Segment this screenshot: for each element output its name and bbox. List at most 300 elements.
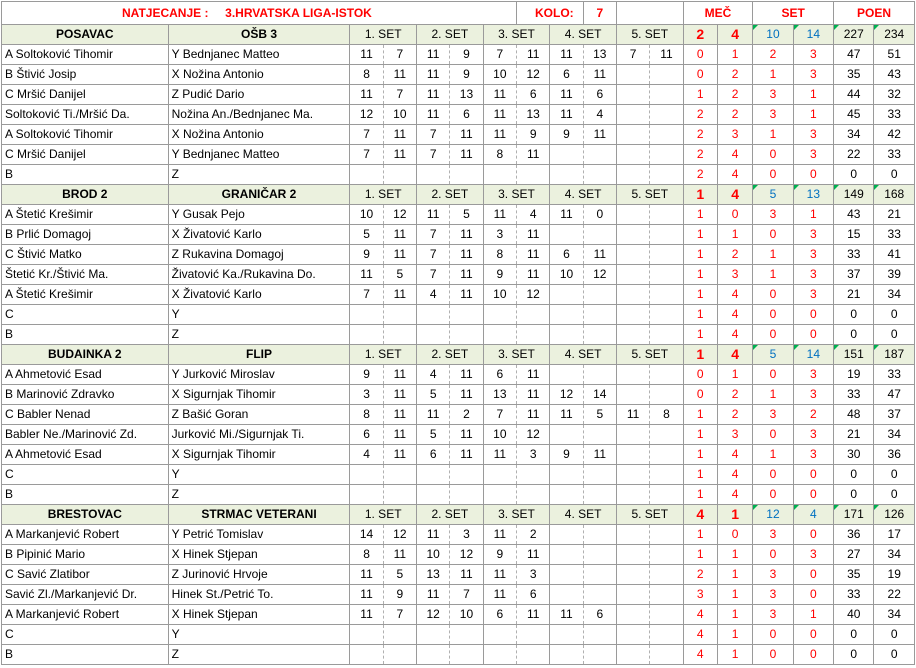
game-row [2, 45, 915, 65]
set-score-cell: 4 [417, 285, 450, 305]
set-score-cell [450, 325, 483, 345]
set-score-cell: 9 [450, 45, 483, 65]
set-score-cell [383, 645, 416, 665]
set-score-cell: 11 [383, 425, 416, 445]
set-score-cell [550, 225, 583, 245]
set-score-cell: 10 [383, 105, 416, 125]
home-points: 0 [834, 465, 874, 485]
home-match-count: 4 [683, 605, 717, 625]
set-score-cell: 3 [350, 385, 383, 405]
set-score-cell: 11 [417, 525, 450, 545]
home-player: B Marinović Zdravko [2, 385, 169, 405]
set-score-cell: 6 [550, 245, 583, 265]
set-score-cell: 11 [517, 385, 550, 405]
set-score-cell [417, 165, 450, 185]
set-score-cell [583, 485, 616, 505]
set-score-cell [383, 485, 416, 505]
set-score-cell [650, 445, 683, 465]
home-sets-won: 0 [753, 285, 793, 305]
set-score-cell [650, 425, 683, 445]
set-score-cell [583, 545, 616, 565]
set-score-cell [616, 65, 649, 85]
away-match-count: 1 [717, 225, 752, 245]
set-score-cell [517, 165, 550, 185]
set-score-cell [616, 325, 649, 345]
set-column-label: 4. SET [550, 25, 617, 45]
away-player: X Hinek Stjepan [168, 605, 350, 625]
away-points: 33 [874, 365, 915, 385]
set-column-label: 4. SET [550, 345, 617, 365]
set-score-cell: 13 [583, 45, 616, 65]
set-score-cell [650, 645, 683, 665]
home-points: 0 [834, 305, 874, 325]
set-score-cell: 11 [383, 405, 416, 425]
set-column-label: 3. SET [483, 25, 550, 45]
away-sets-won: 3 [793, 265, 833, 285]
home-points: 15 [834, 225, 874, 245]
set-score-cell: 8 [350, 545, 383, 565]
set-score-cell: 14 [350, 525, 383, 545]
set-score-cell: 12 [517, 285, 550, 305]
home-sets-won: 0 [753, 425, 793, 445]
home-player: Babler Ne./Marinović Zd. [2, 425, 169, 445]
set-score-cell [350, 465, 383, 485]
away-match-count: 1 [717, 545, 752, 565]
away-player: X Živatović Karlo [168, 285, 350, 305]
set-score-cell: 11 [550, 605, 583, 625]
set-column-label: 5. SET [616, 345, 683, 365]
away-match-count: 0 [717, 205, 752, 225]
set-column-label: 2. SET [417, 345, 484, 365]
away-player: Y [168, 305, 350, 325]
home-sets-won: 1 [753, 65, 793, 85]
set-score-cell [350, 625, 383, 645]
home-match-count: 1 [683, 525, 717, 545]
home-player: C Babler Nenad [2, 405, 169, 425]
home-set-total: 12 [753, 505, 793, 525]
game-row [2, 605, 915, 625]
set-score-cell: 12 [383, 205, 416, 225]
set-score-cell: 9 [450, 65, 483, 85]
set-score-cell: 11 [517, 225, 550, 245]
set-score-cell: 11 [450, 285, 483, 305]
set-score-cell: 8 [483, 245, 516, 265]
away-sets-won: 3 [793, 225, 833, 245]
set-score-cell: 11 [517, 545, 550, 565]
set-score-cell [550, 165, 583, 185]
set-score-cell: 11 [450, 445, 483, 465]
away-match-count: 1 [717, 565, 752, 585]
set-score-cell: 7 [417, 265, 450, 285]
away-sets-won: 3 [793, 425, 833, 445]
home-sets-won: 3 [753, 405, 793, 425]
home-set-total: 5 [753, 185, 793, 205]
set-column-label: 3. SET [483, 345, 550, 365]
set-score-cell: 5 [450, 205, 483, 225]
set-score-cell [550, 545, 583, 565]
set-score-cell: 7 [350, 125, 383, 145]
game-row [2, 405, 915, 425]
set-score-cell: 4 [350, 445, 383, 465]
set-column-label: 5. SET [616, 25, 683, 45]
set-score-cell [550, 465, 583, 485]
set-score-cell: 11 [483, 445, 516, 465]
home-player: A Štetić Krešimir [2, 285, 169, 305]
home-points: 45 [834, 105, 874, 125]
set-score-cell [650, 485, 683, 505]
home-player: B [2, 325, 169, 345]
set-score-cell: 9 [350, 245, 383, 265]
set-score-cell: 11 [483, 125, 516, 145]
set-score-cell [383, 325, 416, 345]
away-match-count: 2 [717, 65, 752, 85]
set-score-cell [650, 325, 683, 345]
set-score-cell [417, 325, 450, 345]
set-score-cell: 4 [517, 205, 550, 225]
set-score-cell [583, 165, 616, 185]
home-points: 27 [834, 545, 874, 565]
set-score-cell: 11 [483, 205, 516, 225]
set-score-cell: 7 [350, 145, 383, 165]
away-match-count: 2 [717, 385, 752, 405]
away-match-count: 4 [717, 325, 752, 345]
game-row [2, 445, 915, 465]
away-match-count: 2 [717, 245, 752, 265]
away-match-count: 1 [717, 625, 752, 645]
home-match-count: 1 [683, 245, 717, 265]
set-score-cell [550, 525, 583, 545]
set-score-cell: 11 [517, 145, 550, 165]
set-score-cell: 6 [450, 105, 483, 125]
away-sets-won: 1 [793, 205, 833, 225]
game-row [2, 85, 915, 105]
home-sets-won: 3 [753, 85, 793, 105]
set-column-label: 5. SET [616, 505, 683, 525]
set-score-cell [583, 285, 616, 305]
set-score-cell [616, 525, 649, 545]
away-sets-won: 3 [793, 545, 833, 565]
home-match-total: 4 [683, 505, 717, 525]
home-match-count: 1 [683, 85, 717, 105]
away-sets-won: 0 [793, 625, 833, 645]
home-player: C [2, 465, 169, 485]
away-match-total: 4 [717, 185, 752, 205]
home-player: B [2, 645, 169, 665]
away-sets-won: 3 [793, 145, 833, 165]
set-score-cell: 3 [483, 225, 516, 245]
home-sets-won: 0 [753, 365, 793, 385]
set-score-cell: 11 [483, 565, 516, 585]
home-match-count: 0 [683, 385, 717, 405]
set-score-cell [417, 485, 450, 505]
set-score-cell [383, 625, 416, 645]
set-score-cell [616, 145, 649, 165]
away-player: Y Bednjanec Matteo [168, 45, 350, 65]
home-player: B Štivić Josip [2, 65, 169, 85]
set-score-cell [483, 625, 516, 645]
set-score-cell [550, 325, 583, 345]
set-score-cell [517, 465, 550, 485]
home-player: A Markanjević Robert [2, 525, 169, 545]
set-score-cell: 11 [483, 85, 516, 105]
away-sets-won: 1 [793, 85, 833, 105]
away-points: 0 [874, 165, 915, 185]
set-score-cell: 7 [383, 85, 416, 105]
set-score-cell: 9 [550, 445, 583, 465]
set-score-cell [483, 325, 516, 345]
away-set-total: 4 [793, 505, 833, 525]
home-points: 44 [834, 85, 874, 105]
set-score-cell: 11 [450, 265, 483, 285]
set-score-cell [517, 625, 550, 645]
away-player: Živatović Ka./Rukavina Do. [168, 265, 350, 285]
away-points: 0 [874, 305, 915, 325]
home-points: 21 [834, 285, 874, 305]
set-score-cell: 11 [350, 45, 383, 65]
home-points: 43 [834, 205, 874, 225]
home-player: C Savić Zlatibor [2, 565, 169, 585]
set-score-cell [650, 145, 683, 165]
set-score-cell [583, 225, 616, 245]
home-sets-won: 1 [753, 445, 793, 465]
home-match-count: 1 [683, 425, 717, 445]
away-player: Y Petrić Tomislav [168, 525, 350, 545]
away-player: Hinek St./Petrić To. [168, 585, 350, 605]
set-score-cell: 11 [517, 365, 550, 385]
set-score-cell: 11 [583, 125, 616, 145]
game-row [2, 425, 915, 445]
home-points: 21 [834, 425, 874, 445]
set-score-cell: 11 [350, 565, 383, 585]
set-score-cell: 8 [650, 405, 683, 425]
set-score-cell: 11 [417, 405, 450, 425]
set-score-cell: 13 [483, 385, 516, 405]
set-score-cell [616, 105, 649, 125]
away-match-count: 1 [717, 365, 752, 385]
set-score-cell [650, 525, 683, 545]
set-score-cell [650, 245, 683, 265]
game-row [2, 625, 915, 645]
home-player: B [2, 485, 169, 505]
away-player: Jurković Mi./Sigurnjak Ti. [168, 425, 350, 445]
game-row [2, 565, 915, 585]
match-header-row [2, 185, 915, 205]
set-score-cell: 11 [550, 45, 583, 65]
away-points: 0 [874, 645, 915, 665]
set-score-cell: 12 [383, 525, 416, 545]
set-score-cell [616, 125, 649, 145]
away-player: X Hinek Stjepan [168, 545, 350, 565]
match-header-row [2, 505, 915, 525]
away-sets-won: 3 [793, 385, 833, 405]
set-score-cell: 11 [583, 245, 616, 265]
away-match-count: 1 [717, 605, 752, 625]
home-player: C Mršić Danijel [2, 145, 169, 165]
results-table [1, 1, 915, 665]
set-score-cell: 7 [417, 245, 450, 265]
set-score-cell [583, 525, 616, 545]
away-player: Z Pudić Dario [168, 85, 350, 105]
home-match-count: 2 [683, 145, 717, 165]
set-score-cell [517, 645, 550, 665]
home-points: 22 [834, 145, 874, 165]
away-player: Z [168, 165, 350, 185]
set-score-cell [450, 305, 483, 325]
home-player: Soltoković Ti./Mršić Da. [2, 105, 169, 125]
away-player: Y [168, 625, 350, 645]
set-score-cell: 5 [383, 565, 416, 585]
away-match-total: 1 [717, 505, 752, 525]
away-points: 19 [874, 565, 915, 585]
set-score-cell: 5 [350, 225, 383, 245]
away-match-count: 4 [717, 285, 752, 305]
away-points: 34 [874, 545, 915, 565]
game-row [2, 545, 915, 565]
set-score-cell: 11 [483, 585, 516, 605]
home-match-count: 1 [683, 225, 717, 245]
set-score-cell: 11 [383, 365, 416, 385]
away-sets-won: 3 [793, 45, 833, 65]
set-score-cell: 0 [583, 205, 616, 225]
home-match-count: 1 [683, 205, 717, 225]
set-score-cell: 7 [483, 45, 516, 65]
game-row [2, 125, 915, 145]
home-team-name: BUDAINKA 2 [2, 345, 169, 365]
home-player: Savić Zl./Markanjević Dr. [2, 585, 169, 605]
set-score-cell: 11 [350, 605, 383, 625]
away-points: 22 [874, 585, 915, 605]
set-score-cell: 11 [450, 565, 483, 585]
set-score-cell [650, 365, 683, 385]
set-score-cell: 11 [450, 365, 483, 385]
away-player: Z [168, 645, 350, 665]
set-column-label: 3. SET [483, 185, 550, 205]
set-score-cell [383, 165, 416, 185]
set-score-cell [583, 465, 616, 485]
away-match-count: 1 [717, 45, 752, 65]
set-score-cell: 12 [417, 605, 450, 625]
away-points: 33 [874, 105, 915, 125]
set-score-cell [483, 645, 516, 665]
away-points: 36 [874, 445, 915, 465]
set-score-cell: 6 [517, 85, 550, 105]
set-score-cell: 9 [483, 265, 516, 285]
set-score-cell [550, 645, 583, 665]
home-points: 0 [834, 325, 874, 345]
set-score-cell [616, 625, 649, 645]
away-match-count: 3 [717, 425, 752, 445]
home-match-count: 1 [683, 485, 717, 505]
set-score-cell [383, 465, 416, 485]
set-column-label: 5. SET [616, 185, 683, 205]
away-player: Y Bednjanec Matteo [168, 145, 350, 165]
game-row [2, 165, 915, 185]
home-player: C Mršić Danijel [2, 85, 169, 105]
set-score-cell: 11 [417, 585, 450, 605]
set-score-cell [616, 245, 649, 265]
home-sets-won: 0 [753, 545, 793, 565]
set-score-cell: 7 [417, 145, 450, 165]
set-score-cell: 10 [350, 205, 383, 225]
set-score-cell [616, 605, 649, 625]
game-row [2, 245, 915, 265]
away-match-count: 4 [717, 485, 752, 505]
competition-title: NATJECANJE : 3.HRVATSKA LIGA-ISTOK [2, 2, 517, 25]
set-score-cell: 11 [583, 65, 616, 85]
set-score-cell [550, 565, 583, 585]
home-match-total: 1 [683, 345, 717, 365]
away-points: 33 [874, 145, 915, 165]
set-score-cell: 11 [450, 145, 483, 165]
away-match-count: 4 [717, 465, 752, 485]
set-score-cell: 13 [417, 565, 450, 585]
away-player: Z Jurinović Hrvoje [168, 565, 350, 585]
set-column-label: 1. SET [350, 505, 417, 525]
set-score-cell: 11 [383, 125, 416, 145]
away-player: Z [168, 325, 350, 345]
home-match-count: 4 [683, 625, 717, 645]
set-score-cell: 12 [450, 545, 483, 565]
home-match-count: 1 [683, 445, 717, 465]
set-score-cell: 5 [417, 385, 450, 405]
set-score-cell: 7 [383, 605, 416, 625]
set-score-cell: 11 [450, 125, 483, 145]
set-score-cell: 9 [483, 545, 516, 565]
away-player: Y [168, 465, 350, 485]
home-points: 37 [834, 265, 874, 285]
set-score-cell [550, 625, 583, 645]
game-row [2, 365, 915, 385]
away-set-total: 14 [793, 345, 833, 365]
set-header: SET [753, 2, 834, 25]
set-score-cell [583, 145, 616, 165]
home-sets-won: 3 [753, 565, 793, 585]
home-match-count: 4 [683, 645, 717, 665]
set-score-cell: 10 [550, 265, 583, 285]
set-score-cell [583, 305, 616, 325]
set-score-cell [650, 585, 683, 605]
away-player: X Sigurnjak Tihomir [168, 385, 350, 405]
away-sets-won: 3 [793, 445, 833, 465]
game-row [2, 225, 915, 245]
away-points: 34 [874, 605, 915, 625]
away-match-count: 4 [717, 145, 752, 165]
home-sets-won: 3 [753, 205, 793, 225]
home-points: 0 [834, 485, 874, 505]
set-score-cell: 6 [483, 365, 516, 385]
set-score-cell [583, 565, 616, 585]
set-score-cell [650, 305, 683, 325]
home-sets-won: 0 [753, 165, 793, 185]
away-points: 0 [874, 465, 915, 485]
set-score-cell [350, 305, 383, 325]
set-score-cell: 8 [483, 145, 516, 165]
set-score-cell [650, 125, 683, 145]
home-player: C [2, 625, 169, 645]
set-score-cell [517, 485, 550, 505]
home-match-count: 1 [683, 325, 717, 345]
home-match-count: 1 [683, 305, 717, 325]
set-score-cell: 7 [350, 285, 383, 305]
set-score-cell: 11 [417, 65, 450, 85]
set-score-cell: 11 [417, 45, 450, 65]
set-score-cell [550, 285, 583, 305]
set-column-label: 1. SET [350, 345, 417, 365]
home-player: C [2, 305, 169, 325]
set-score-cell: 7 [450, 585, 483, 605]
set-score-cell [650, 465, 683, 485]
set-score-cell: 12 [583, 265, 616, 285]
